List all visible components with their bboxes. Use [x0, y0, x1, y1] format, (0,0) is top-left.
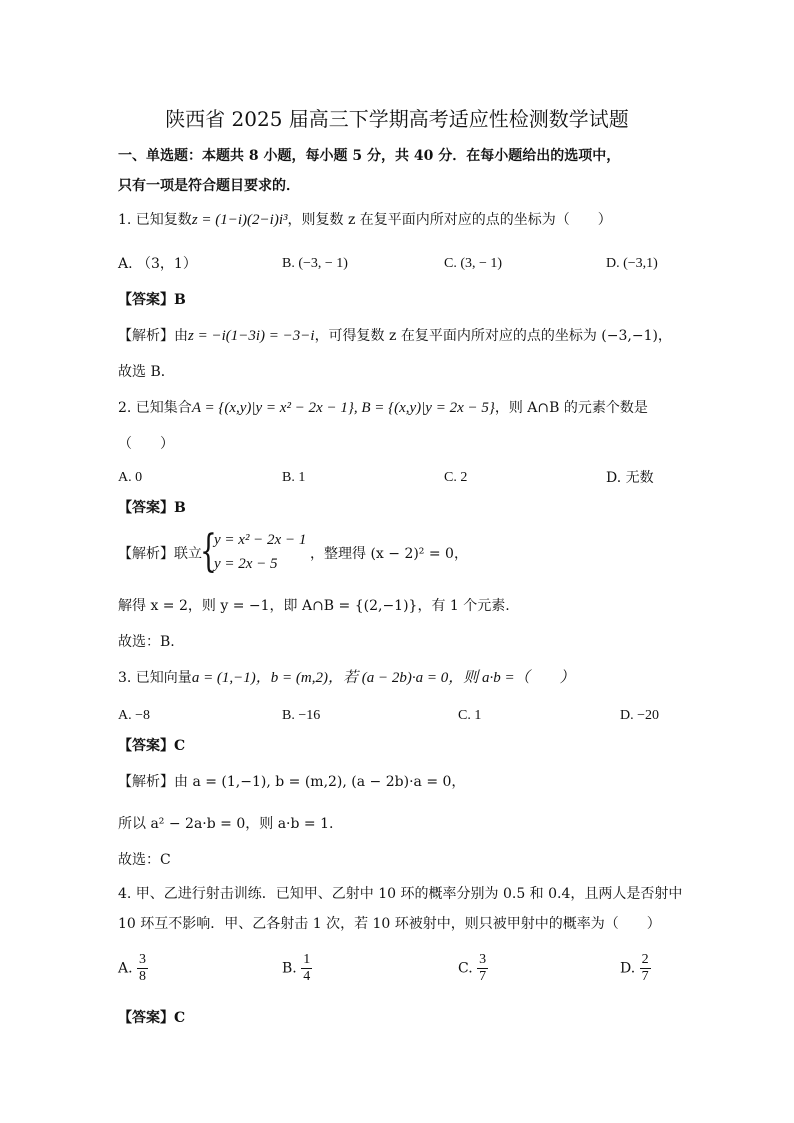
- question-4-line2: 10 环互不影响．甲、乙各射击 1 次，若 10 环被射中，则只被甲射中的概率为（ ）: [118, 916, 661, 932]
- question-3-answer: 【答案】C: [118, 738, 186, 754]
- fraction: [301, 952, 312, 985]
- question-3-prefix: 3. 已知向量: [118, 670, 192, 686]
- fraction-numerator: 3: [479, 952, 487, 967]
- question-1-option-a: A. （3，1）: [118, 256, 197, 272]
- question-2-conclusion: 故选：B.: [118, 634, 175, 650]
- question-1-suffix: ，则复数 z 在复平面内所对应的点的坐标为（ ）: [287, 212, 612, 228]
- question-1-conclusion: 故选 B．: [118, 364, 175, 380]
- question-3-option-d: D. −20: [620, 708, 660, 723]
- option-letter: A.: [118, 960, 133, 977]
- page-title: 陕西省 2025 届高三下学期高考适应性检测数学试题: [165, 107, 629, 131]
- question-4-option-d: [620, 952, 651, 985]
- fraction-denominator: 8: [139, 969, 147, 984]
- question-2-equation-system: [200, 526, 310, 578]
- question-2-solve: 解得 x = 2，则 y = −1，即 A∩B = {(2,−1)}，有 1 个元素.: [118, 598, 510, 614]
- question-3-option-a: A. −8: [118, 708, 151, 723]
- question-4-option-b: [282, 952, 312, 985]
- question-4-line1: 4. 甲、乙进行射击训练．已知甲、乙射中 10 环的概率分别为 0.5 和 0.4，且两人是否射中: [118, 886, 683, 902]
- fraction-denominator: 7: [479, 969, 487, 984]
- question-2-option-d: D. 无数: [606, 470, 654, 486]
- fraction-numerator: 2: [641, 952, 649, 967]
- question-3-conclusion: 故选：C: [118, 852, 171, 868]
- question-3-analysis: 【解析】由 a = (1,−1), b = (m,2), (a − 2b)·a = 0，: [118, 774, 466, 790]
- question-1-analysis-formula: z = −i(1−3i) = −3−i: [188, 328, 315, 344]
- question-1-option-b: B. (−3, − 1): [282, 256, 348, 271]
- question-3-option-b: B. −16: [282, 708, 321, 723]
- question-4-option-a: [118, 952, 148, 985]
- question-2-paren: （ ）: [118, 436, 174, 452]
- question-2-analysis-mid: ，整理得 (x − 2)² = 0，: [310, 546, 468, 562]
- question-2-option-c: C. 2: [444, 470, 468, 485]
- question-4-answer: 【答案】C: [118, 1010, 186, 1026]
- fraction: [640, 952, 651, 985]
- question-1-analysis-prefix: 【解析】由: [118, 328, 188, 344]
- question-2-formula: A = {(x,y)|y = x² − 2x − 1}, B = {(x,y)|y = 2x − 5}: [191, 400, 495, 416]
- fraction-numerator: 3: [139, 952, 147, 967]
- fraction-numerator: 1: [303, 952, 311, 967]
- question-2-answer: 【答案】B: [118, 500, 186, 516]
- section-instructions-line1: 一、单选题：本题共 8 小题，每小题 5 分，共 40 分．在每小题给出的选项中，: [118, 148, 621, 164]
- system-equation-1: y = x² − 2x − 1: [214, 532, 307, 548]
- question-3-derive: 所以 a² − 2a·b = 0，则 a·b = 1.: [118, 816, 334, 832]
- question-3: [118, 668, 575, 688]
- section-instructions-line2: 只有一项是符合题目要求的．: [118, 178, 300, 194]
- question-1-prefix: 1. 已知复数: [118, 212, 192, 228]
- question-2-option-a: A. 0: [118, 470, 143, 485]
- question-2-prefix: 2. 已知集合: [118, 400, 192, 416]
- question-1-option-d: D. (−3,1): [606, 256, 658, 271]
- question-2-analysis-prefix: 【解析】联立: [118, 546, 202, 562]
- fraction-denominator: 4: [303, 969, 311, 984]
- fraction: [137, 952, 148, 985]
- question-2-suffix: ，则 A∩B 的元素个数是: [494, 400, 648, 416]
- fraction-denominator: 7: [641, 969, 649, 984]
- brace-symbol: {: [200, 526, 217, 577]
- question-4-option-c: [458, 952, 488, 985]
- question-1-option-c: C. (3, − 1): [444, 256, 503, 271]
- question-3-option-c: C. 1: [458, 708, 482, 723]
- option-letter: C.: [458, 960, 473, 977]
- fraction: [477, 952, 488, 985]
- question-1-answer: 【答案】B: [118, 292, 186, 308]
- question-1-analysis-suffix: ，可得复数 z 在复平面内所对应的点的坐标为 (−3,−1)，: [314, 328, 672, 344]
- question-2: [118, 398, 648, 418]
- system-equation-2: y = 2x − 5: [214, 556, 278, 572]
- question-3-formula: a = (1,−1)，b = (m,2)，若 (a − 2b)·a = 0，则 a·b =（ ）: [191, 670, 575, 686]
- question-1-formula: z = (1−i)(2−i)i³: [191, 212, 288, 228]
- option-letter: B.: [282, 960, 297, 977]
- question-1: [118, 210, 612, 230]
- question-1-analysis: [118, 326, 672, 346]
- question-2-option-b: B. 1: [282, 470, 306, 485]
- option-letter: D.: [620, 960, 636, 977]
